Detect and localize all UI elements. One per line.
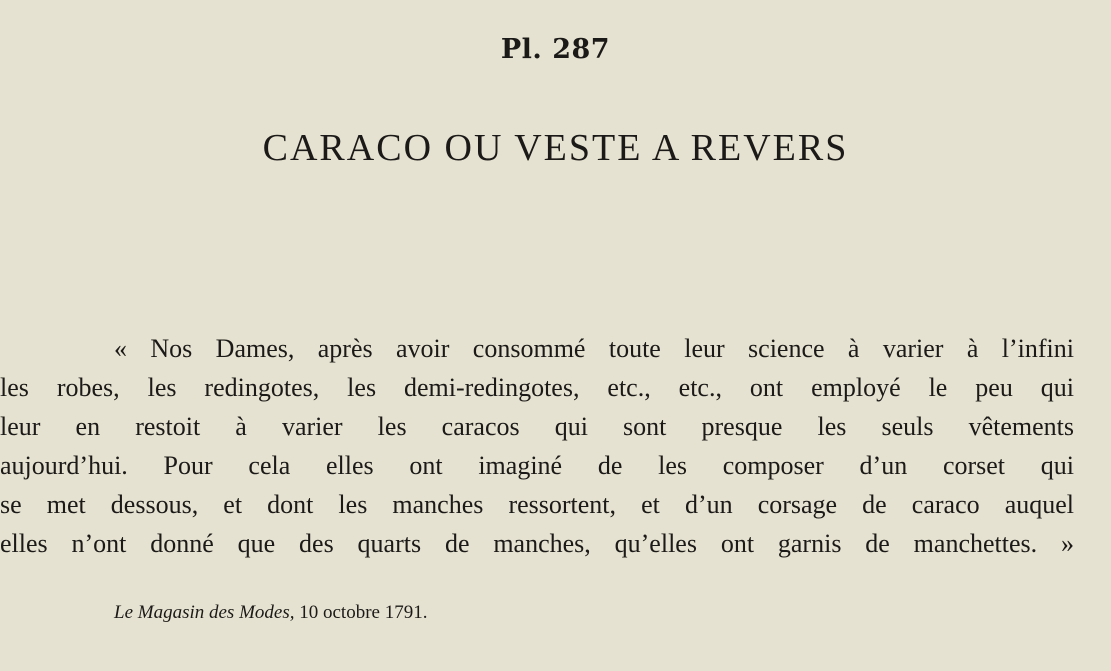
plate-title: CARACO OU VESTE A REVERS (262, 127, 849, 169)
plate-number: Pl. 287 (500, 34, 611, 65)
source-publication: Le Magasin des Modes, (114, 602, 295, 623)
quotation-block (0, 329, 1074, 563)
quote-line: leur en restoit à varier les caracos qui sont presque les seuls vêtements (0, 412, 1074, 441)
source-citation (114, 602, 427, 624)
quote-line: se met dessous, et dont les manches ressortent, et d’un corsage de caraco auquel (0, 490, 1074, 519)
source-date: 10 octobre 1791. (294, 602, 428, 623)
quote-line: « Nos Dames, après avoir consommé toute leur science à varier à l’infini (114, 334, 1074, 363)
quote-line: les robes, les redingotes, les demi-redingotes, etc., etc., ont employé le peu qui (0, 373, 1074, 402)
quote-line: elles n’ont donné que des quarts de manches, qu’elles ont garnis de manchettes. » (0, 529, 1074, 558)
quote-line: aujourd’hui. Pour cela elles ont imaginé de les composer d’un corset qui (0, 451, 1074, 480)
